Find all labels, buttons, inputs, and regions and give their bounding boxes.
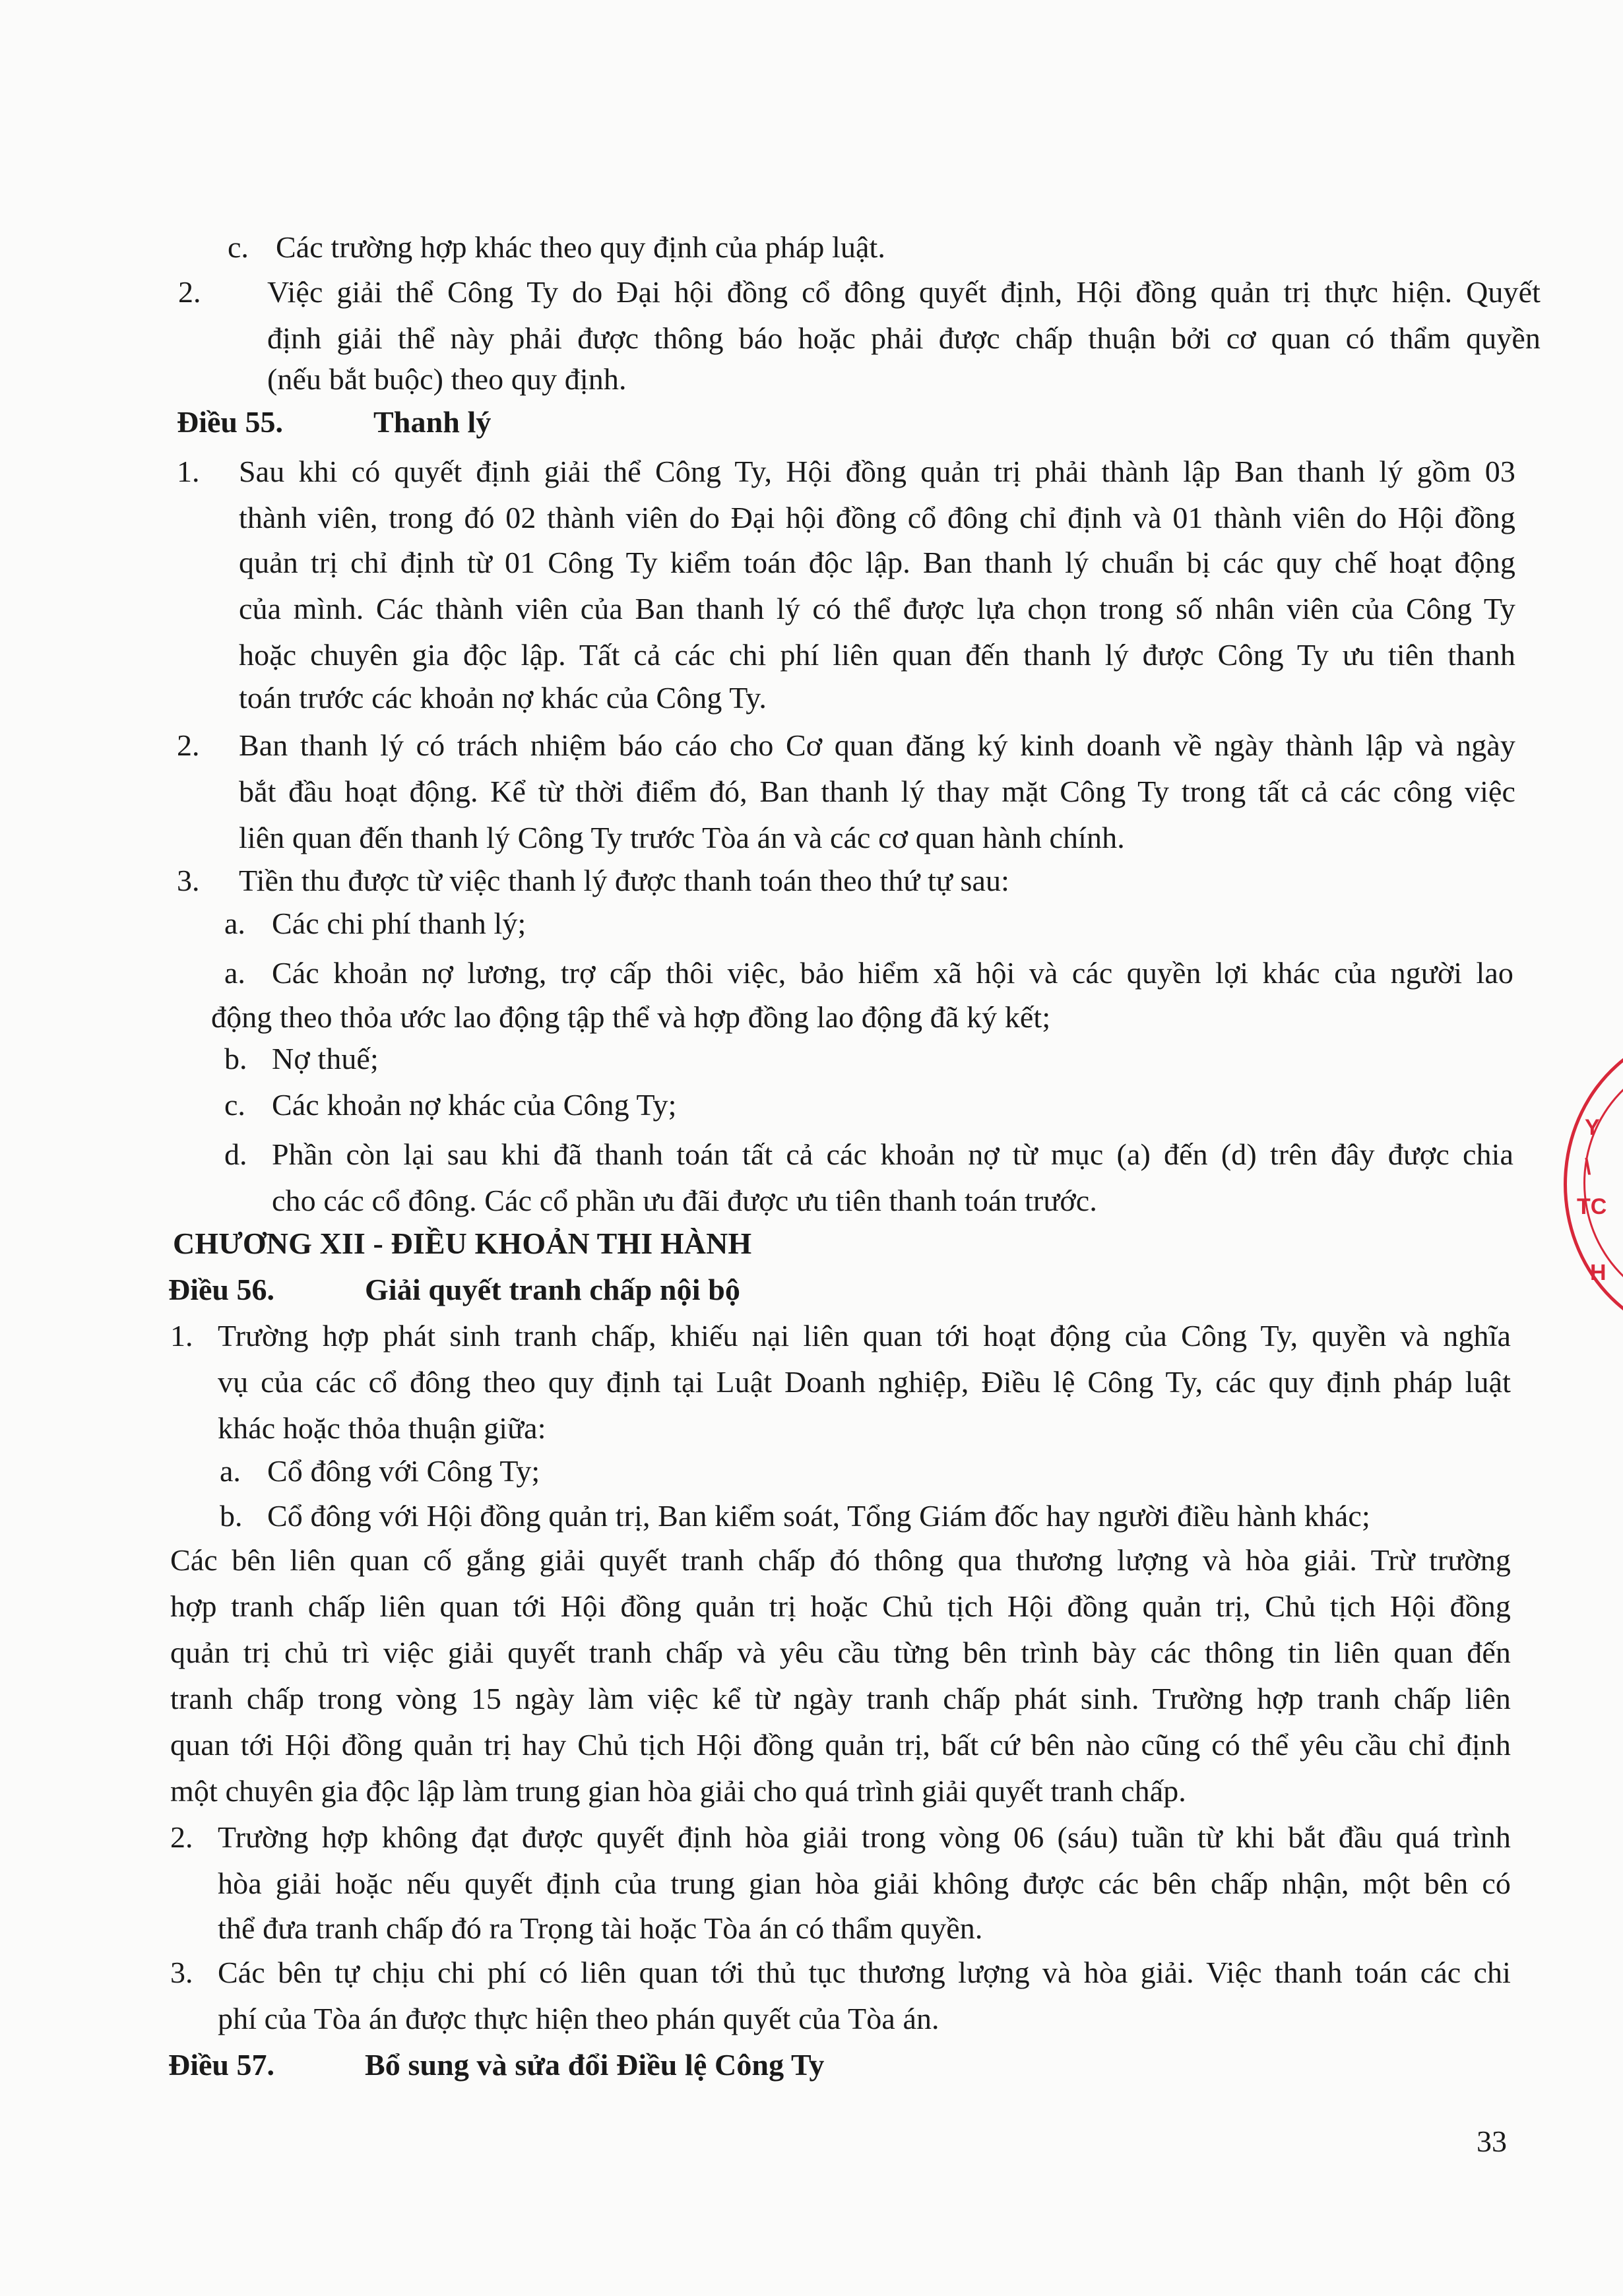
text-line: Các chi phí thanh lý;: [272, 907, 526, 940]
text-line: Trường hợp phát sinh tranh chấp, khiếu nại liên quan tới hoạt động của Công Ty, quyền và nghĩa: [218, 1319, 1511, 1353]
list-marker: b.: [224, 1042, 247, 1075]
text-line: hợp tranh chấp liên quan tới Hội đồng quản trị hoặc Chủ tịch Hội đồng quản trị, Chủ tịch Hội đồng: [170, 1589, 1511, 1623]
text-line: liên quan đến thanh lý Công Ty trước Tòa án và các cơ quan hành chính.: [239, 821, 1125, 854]
text-line: một chuyên gia độc lập làm trung gian hòa giải cho quá trình giải quyết tranh chấp.: [170, 1774, 1186, 1808]
list-marker: b.: [220, 1499, 243, 1533]
article-number: Điều 56.: [168, 1273, 274, 1306]
list-marker: 2.: [177, 728, 200, 762]
article-number: Điều 57.: [168, 2048, 274, 2082]
list-marker: 1.: [170, 1319, 193, 1353]
text-line: Cổ đông với Hội đồng quản trị, Ban kiểm soát, Tổng Giám đốc hay người điều hành khác;: [267, 1499, 1370, 1533]
text-line: Việc giải thể Công Ty do Đại hội đồng cổ đông quyết định, Hội đồng quản trị thực hiện. Quyết: [267, 275, 1541, 309]
seal-glyph: TC: [1577, 1194, 1607, 1219]
text-line: phí của Tòa án được thực hiện theo phán quyết của Tòa án.: [218, 2002, 939, 2035]
text-line: hòa giải hoặc nếu quyết định của trung gian hòa giải không được các bên chấp nhận, một bên có: [218, 1866, 1511, 1900]
text-line: Trường hợp không đạt được quyết định hòa giải trong vòng 06 (sáu) tuần từ khi bắt đầu quá trình: [218, 1820, 1511, 1854]
list-marker: 3.: [170, 1956, 193, 1989]
list-marker: 1.: [177, 455, 200, 488]
text-line: quan tới Hội đồng quản trị hay Chủ tịch Hội đồng quản trị, bất cứ bên nào cũng có thể yêu cầu chỉ định: [170, 1728, 1511, 1762]
text-line: của mình. Các thành viên của Ban thanh lý có thể được lựa chọn trong số nhân viên của Công Ty: [239, 592, 1515, 625]
list-marker: 2.: [178, 275, 201, 309]
text-line: toán trước các khoản nợ khác của Công Ty.: [239, 681, 767, 715]
list-marker: 3.: [177, 864, 200, 897]
text-line: Cổ đông với Công Ty;: [267, 1454, 540, 1488]
list-marker: a.: [224, 956, 245, 990]
list-marker: d.: [224, 1137, 247, 1171]
text-line: vụ của các cổ đông theo quy định tại Luật Doanh nghiệp, Điều lệ Công Ty, các quy định pháp luật: [218, 1365, 1511, 1399]
text-line: cho các cổ đông. Các cổ phần ưu đãi được ưu tiên thanh toán trước.: [272, 1184, 1097, 1217]
page-number: 33: [1477, 2124, 1507, 2158]
seal-glyph: Y: [1585, 1115, 1600, 1140]
text-line: khác hoặc thỏa thuận giữa:: [218, 1411, 546, 1445]
text-line: Nợ thuế;: [272, 1042, 379, 1075]
chapter-heading: CHƯƠNG XII - ĐIỀU KHOẢN THI HÀNH: [173, 1227, 752, 1260]
text-line: hoặc chuyên gia độc lập. Tất cả các chi phí liên quan đến thanh lý được Công Ty ưu tiên thanh: [239, 638, 1515, 672]
text-line: Tiền thu được từ việc thanh lý được thanh toán theo thứ tự sau:: [239, 864, 1010, 897]
company-seal-stamp: [1564, 1029, 1623, 1333]
text-line: quản trị chỉ định từ 01 Công Ty kiểm toán độc lập. Ban thanh lý chuẩn bị các quy chế hoạt động: [239, 546, 1515, 579]
text-line: định giải thể này phải được thông báo hoặc phải được chấp thuận bởi cơ quan có thẩm quyền: [267, 321, 1541, 355]
list-marker: 2.: [170, 1820, 193, 1854]
text-line: Các khoản nợ khác của Công Ty;: [272, 1088, 677, 1122]
article-title: Bổ sung và sửa đổi Điều lệ Công Ty: [365, 2048, 825, 2082]
list-marker: c.: [224, 1088, 245, 1122]
text-line: thành viên, trong đó 02 thành viên do Đại hội đồng cổ đông chỉ định và 01 thành viên do Hội đồng: [239, 501, 1515, 534]
article-title: Giải quyết tranh chấp nội bộ: [365, 1273, 740, 1306]
text-line: Các trường hợp khác theo quy định của pháp luật.: [276, 230, 886, 264]
text-line: Sau khi có quyết định giải thể Công Ty, Hội đồng quản trị phải thành lập Ban thanh lý gồm 03: [239, 455, 1515, 488]
text-line: quản trị chủ trì việc giải quyết tranh chấp và yêu cầu từng bên trình bày các thông tin liên quan đến: [170, 1636, 1511, 1669]
article-number: Điều 55.: [177, 405, 283, 439]
list-marker: c.: [228, 230, 249, 264]
text-line: Ban thanh lý có trách nhiệm báo cáo cho Cơ quan đăng ký kinh doanh về ngày thành lập và ngày: [239, 728, 1515, 762]
text-line: Các khoản nợ lương, trợ cấp thôi việc, bảo hiểm xã hội và các quyền lợi khác của người lao: [272, 956, 1513, 990]
text-line: tranh chấp trong vòng 15 ngày làm việc kể từ ngày tranh chấp phát sinh. Trường hợp tranh chấp liên: [170, 1682, 1511, 1715]
seal-glyph: \: [1585, 1155, 1591, 1180]
article-title: Thanh lý: [373, 405, 492, 439]
list-marker: a.: [220, 1454, 241, 1488]
text-line: (nếu bắt buộc) theo quy định.: [267, 362, 627, 396]
text-line: Các bên liên quan cố gắng giải quyết tranh chấp đó thông qua thương lượng và hòa giải. Trừ trường: [170, 1543, 1511, 1577]
text-line: thể đưa tranh chấp đó ra Trọng tài hoặc Tòa án có thẩm quyền.: [218, 1911, 983, 1945]
text-line: bắt đầu hoạt động. Kể từ thời điểm đó, Ban thanh lý thay mặt Công Ty trong tất cả các công việc: [239, 775, 1515, 808]
text-line: động theo thỏa ước lao động tập thể và hợp đồng lao động đã ký kết;: [211, 1000, 1051, 1034]
list-marker: a.: [224, 907, 245, 940]
seal-glyph: H: [1590, 1260, 1607, 1285]
text-line: Các bên tự chịu chi phí có liên quan tới thủ tục thương lượng và hòa giải. Việc thanh toán các chi: [218, 1956, 1511, 1989]
text-line: Phần còn lại sau khi đã thanh toán tất cả các khoản nợ từ mục (a) đến (d) trên đây được chia: [272, 1137, 1513, 1171]
